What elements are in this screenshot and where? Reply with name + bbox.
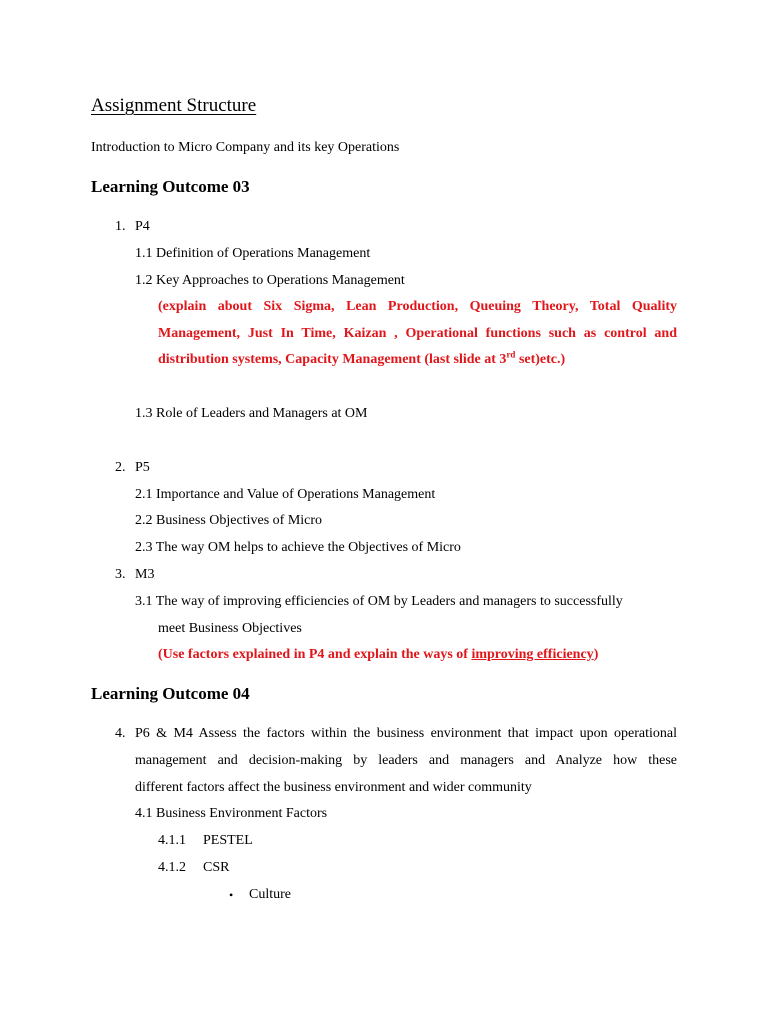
list-number: 2. bbox=[115, 460, 126, 475]
underlined-phrase: improving efficiency bbox=[471, 647, 594, 662]
subitem-1-1: 1.1 Definition of Operations Management bbox=[135, 246, 371, 261]
subitem-4-1-2-label: CSR bbox=[203, 860, 230, 875]
subitem-4-1: 4.1 Business Environment Factors bbox=[135, 806, 328, 821]
subitem-3-1: 3.1 The way of improving efficiencies of OM by Leaders and managers to successfully bbox=[135, 594, 623, 609]
red-note-line: (Use factors explained in P4 and explain the ways of improving efficiency) bbox=[158, 647, 599, 662]
subitem-4-1-2-number: 4.1.2 bbox=[158, 860, 186, 875]
bullet-icon: • bbox=[229, 888, 234, 902]
item-4-line: different factors affect the business environment and wider community bbox=[135, 780, 532, 795]
subitem-2-1: 2.1 Importance and Value of Operations Management bbox=[135, 487, 436, 502]
intro-line: Introduction to Micro Company and its key Operations bbox=[91, 140, 400, 155]
subitem-4-1-1-label: PESTEL bbox=[203, 833, 253, 848]
bullet-item-culture: Culture bbox=[249, 887, 291, 902]
red-note-line: Management, Just In Time, Kaizan , Operational functions such as control and bbox=[158, 326, 677, 341]
lo3-heading: Learning Outcome 03 bbox=[91, 177, 250, 196]
list-item-label: M3 bbox=[135, 567, 155, 582]
list-item-label: P5 bbox=[135, 460, 150, 475]
subitem-1-2: 1.2 Key Approaches to Operations Management bbox=[135, 273, 405, 288]
superscript: rd bbox=[506, 349, 516, 360]
list-number: 3. bbox=[115, 567, 126, 582]
subitem-1-3: 1.3 Role of Leaders and Managers at OM bbox=[135, 406, 368, 421]
subitem-3-1-cont: meet Business Objectives bbox=[158, 621, 302, 636]
list-number: 1. bbox=[115, 219, 126, 234]
subitem-4-1-1-number: 4.1.1 bbox=[158, 833, 186, 848]
item-4-line: management and decision-making by leaders and managers and Analyze how these bbox=[135, 753, 677, 768]
lo4-heading: Learning Outcome 04 bbox=[91, 684, 250, 703]
item-4-line: P6 & M4 Assess the factors within the business environment that impact upon operational bbox=[135, 726, 677, 741]
list-number: 4. bbox=[115, 726, 126, 741]
subitem-2-2: 2.2 Business Objectives of Micro bbox=[135, 513, 323, 528]
red-note-line: (explain about Six Sigma, Lean Production, Queuing Theory, Total Quality bbox=[158, 299, 677, 314]
list-item-label: P4 bbox=[135, 219, 150, 234]
red-note-line: distribution systems, Capacity Management (last slide at 3rd set)etc.) bbox=[158, 349, 566, 367]
document-title: Assignment Structure bbox=[91, 95, 257, 116]
subitem-2-3: 2.3 The way OM helps to achieve the Objectives of Micro bbox=[135, 540, 461, 555]
